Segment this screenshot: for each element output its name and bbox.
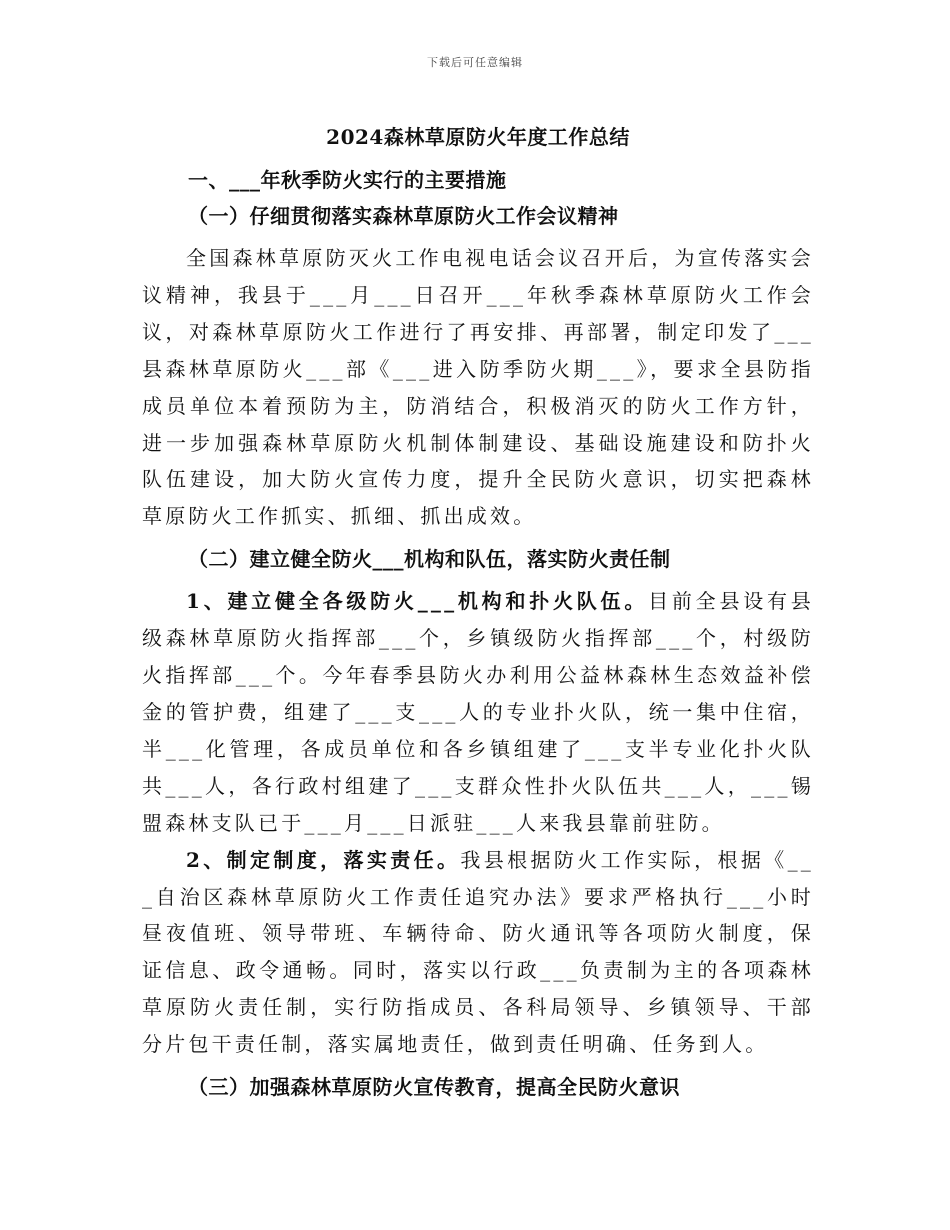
item-1-lead: 1、建立健全各级防火___机构和扑火队伍。 xyxy=(186,589,649,614)
subsection-heading-3: （三）加强森林草原防火宣传教育，提高全民防火意识 xyxy=(188,1075,680,1100)
item-2-lead: 2、制定制度，落实责任。 xyxy=(186,847,461,872)
document-title: 2024森林草原防火年度工作总结 xyxy=(326,125,630,149)
item-2-text: 我县根据防火工作实际，根据《___自治区森林草原防火工作责任追究办法》要求严格执行___小时昼夜值班、领导带班、车辆待命、防火通讯等各项防火制度，保证信息、政令通畅。同时，落实以行政___负责制为主的各项森林草原防火责任制，实行防指成员、各科局领导、乡镇领导、干部分片包干责任制，落实属地责任，做到责任明确、任务到人。 xyxy=(142,847,814,1057)
document-body xyxy=(142,118,814,1111)
item-1-text: 目前全县设有县级森林草原防火指挥部___个，乡镇级防火指挥部___个，村级防火指挥部___个。今年春季县防火办利用公益林森林生态效益补偿金的管护费，组建了___支___人的专业扑火队，统一集中住宿，半___化管理，各成员单位和各乡镇组建了___支半专业化扑火队共___人，各行政村组建了___支群众性扑火队伍共___人，___锡盟森林支队已于___月___日派驻___人来我县靠前驻防。 xyxy=(142,589,814,835)
section-heading-1: 一、___年秋季防火实行的主要措施 xyxy=(188,168,507,192)
subsection-heading-2: （二）建立健全防火___机构和队伍，落实防火责任制 xyxy=(188,547,671,572)
paragraph-meeting: 全国森林草原防灭火工作电视电话会议召开后，为宣传落实会议精神，我县于___月___日召开___年秋季森林草原防火工作会议，对森林草原防火工作进行了再安排、再部署，制定印发了___县森林草原防火___部《___进入防季防火期___》，要求全县防指成员单位本着预防为主，防消结合，积极消灭的防火工作方针，进一步加强森林草原防火机制体制建设、基础设施建设和防扑火队伍建设，加大防火宣传力度，提升全民防火意识，切实把森林草原防火工作抓实、抓细、抓出成效。 xyxy=(142,246,814,529)
header-note: 下载后可任意编辑 xyxy=(427,56,523,69)
paragraph-item-1 xyxy=(142,583,814,841)
subsection-heading-1: （一）仔细贯彻落实森林草原防火工作会议精神 xyxy=(188,204,619,228)
paragraph-item-2 xyxy=(142,842,814,1063)
